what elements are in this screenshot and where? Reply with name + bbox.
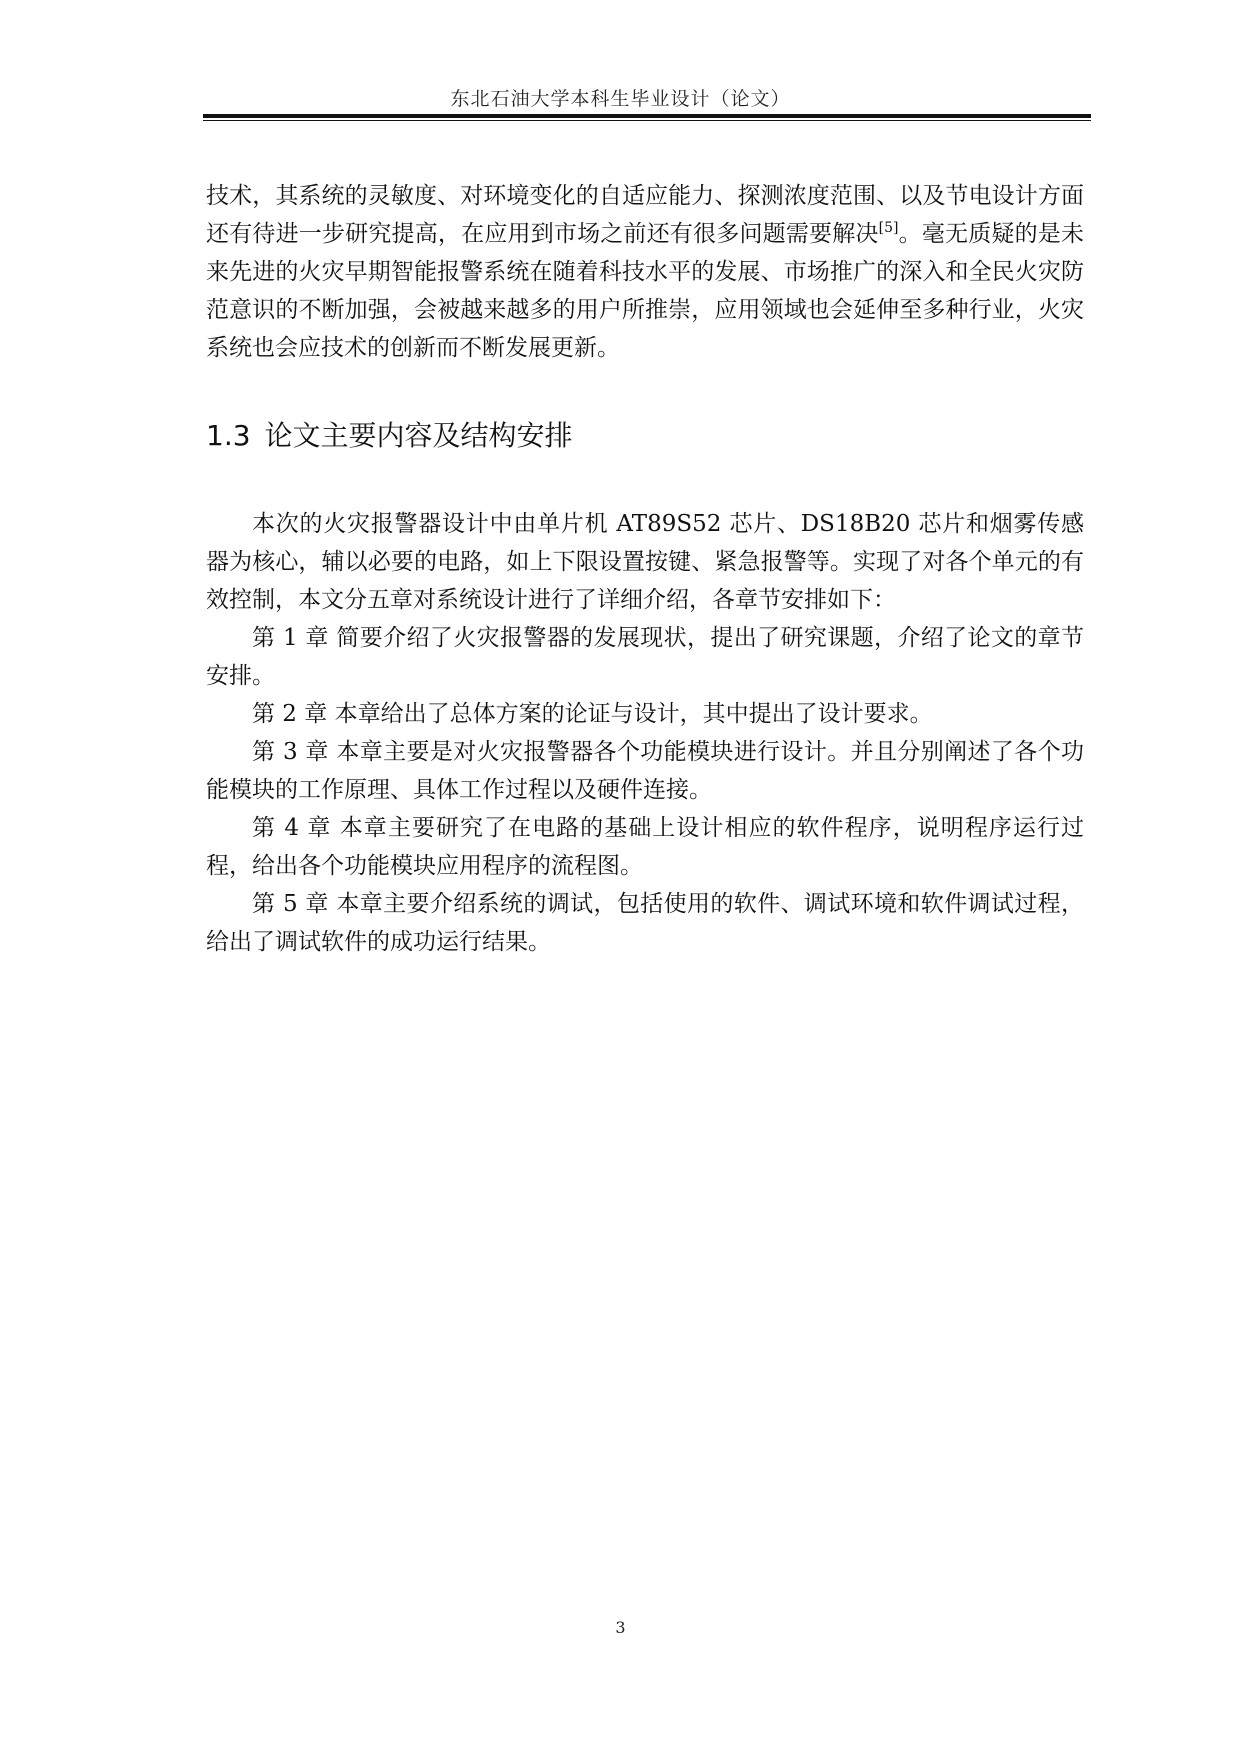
- chapter-2-summary: 第 2 章 本章给出了总体方案的论证与设计，其中提出了设计要求。: [252, 701, 933, 727]
- section-intro-paragraph: 本次的火灾报警器设计中由单片机 AT89S52 芯片、DS18B20 芯片和烟雾传感器为核心，辅以必要的电路，如上下限设置按键、紧急报警等。实现了对各个单元的有效控制，本文分五章对系统设计进行了详细介绍，各章节安排如下：: [206, 511, 1084, 613]
- chapter-3-summary: 第 3 章 本章主要是对火灾报警器各个功能模块进行设计。并且分别阐述了各个功能模块的工作原理、具体工作过程以及硬件连接。: [206, 739, 1084, 803]
- chapter-1-summary: 第 1 章 简要介绍了火灾报警器的发展现状，提出了研究课题，介绍了论文的章节安排。: [206, 625, 1084, 689]
- header-rule-thin: [203, 120, 1091, 121]
- chapter-5-summary: 第 5 章 本章主要介绍系统的调试，包括使用的软件、调试环境和软件调试过程，给出了调试软件的成功运行结果。: [206, 891, 1084, 955]
- continuation-text-part2: 。毫无质疑的是未来先进的火灾早期智能报警系统在随着科技水平的发展、市场推广的深入和全民火灾防范意识的不断加强，会被越来越多的用户所推崇，应用领域也会延伸至多种行业，火灾系统也会应技术的创新而不断发展更新。: [206, 221, 1085, 361]
- section-number: 1.3: [206, 419, 251, 452]
- section-title: 论文主要内容及结构安排: [264, 419, 573, 452]
- continuation-text-part1: 技术，其系统的灵敏度、对环境变化的自适应能力、探测浓度范围、以及节电设计方面还有待进一步研究提高，在应用到市场之前还有很多问题需要解决: [206, 183, 1084, 247]
- section-body: [206, 505, 1084, 961]
- header-rule-thick: [203, 114, 1091, 118]
- chapter-4-summary: 第 4 章 本章主要研究了在电路的基础上设计相应的软件程序，说明程序运行过程，给出各个功能模块应用程序的流程图。: [206, 815, 1084, 879]
- citation-reference: [5]: [878, 220, 899, 236]
- continuation-paragraph: [206, 177, 1084, 367]
- running-header-title: 东北石油大学本科生毕业设计（论文）: [450, 88, 791, 110]
- page-number: 3: [615, 1618, 626, 1637]
- section-heading: [206, 418, 573, 454]
